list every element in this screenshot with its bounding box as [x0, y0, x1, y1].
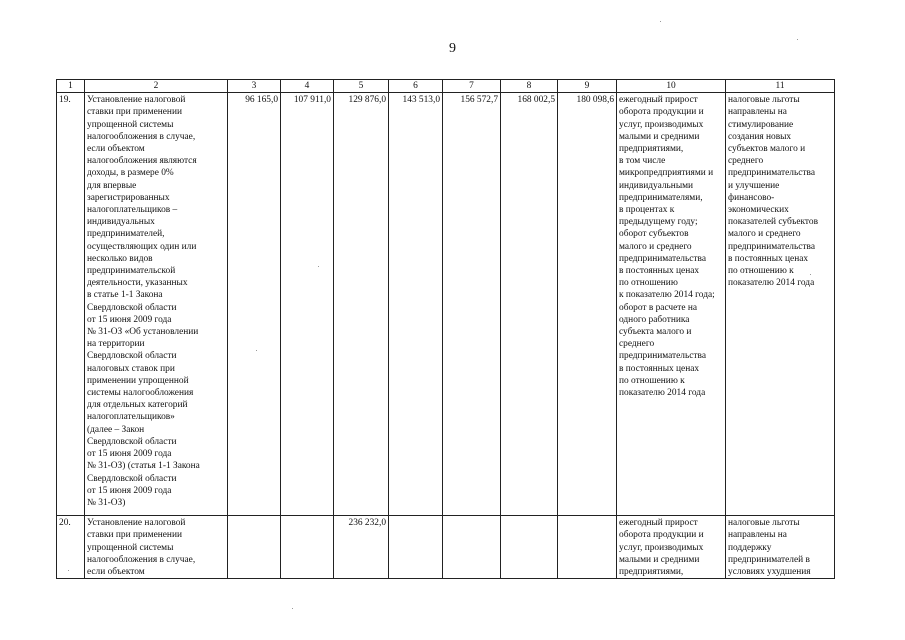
- scan-speck: [810, 274, 811, 275]
- page-number: 9: [449, 41, 456, 56]
- row-index: 19.: [57, 93, 85, 516]
- value-cell: [389, 516, 443, 579]
- effectiveness-indicator: ежегодный прирост оборота продукции и услуг, производимых малыми и средними предприятиями, в том числе микропредприятиями и индивидуальными предпринимателями, в процентах к предыдущему году; оборот субъектов малого и среднего предпринимательства в постоянных ценах по отношению к показателю 2014 года; оборот в расчете на одного работника субъекта малого и среднего предпринимательства в постоянных ценах по отношению к показателю 2014 года: [617, 93, 726, 516]
- scan-speck: [797, 39, 798, 40]
- value-cell: [558, 516, 617, 579]
- value-cell: 168 002,5: [501, 93, 558, 516]
- value-cell: 96 165,0: [228, 93, 281, 516]
- column-header: 8: [501, 80, 558, 93]
- column-header: 11: [726, 80, 835, 93]
- measure-description: Установление налоговой ставки при применении упрощенной системы налогообложения в случае, если объектом: [85, 516, 228, 579]
- column-header: 2: [85, 80, 228, 93]
- column-header: 3: [228, 80, 281, 93]
- column-header: 5: [334, 80, 389, 93]
- value-cell: [228, 516, 281, 579]
- column-header: 1: [57, 80, 85, 93]
- scan-speck: [292, 608, 293, 609]
- table-row: [57, 516, 835, 579]
- column-header: 6: [389, 80, 443, 93]
- value-cell: [501, 516, 558, 579]
- effectiveness-indicator: ежегодный прирост оборота продукции и услуг, производимых малыми и средними предприятиями,: [617, 516, 726, 579]
- row-index: 20.: [57, 516, 85, 579]
- scan-speck: [256, 350, 257, 351]
- incentive-goal: налоговые льготы направлены на стимулирование создания новых субъектов малого и среднего предпринимательства и улучшение финансово- экономических показателей субъектов малого и среднего предпринимательства в постоянных ценах по отношению к показателю 2014 года: [726, 93, 835, 516]
- value-cell: 107 911,0: [281, 93, 334, 516]
- value-cell: [443, 516, 501, 579]
- column-number-row: [57, 80, 835, 93]
- value-cell: [281, 516, 334, 579]
- incentive-goal: налоговые льготы направлены на поддержку предпринимателей в условиях ухудшения: [726, 516, 835, 579]
- column-header: 10: [617, 80, 726, 93]
- value-cell: 129 876,0: [334, 93, 389, 516]
- scan-speck: [318, 266, 319, 267]
- scan-speck: [68, 570, 69, 571]
- measure-description: Установление налоговой ставки при применении упрощенной системы налогообложения в случае, если объектом налогообложения являются доходы, в размере 0% для впервые зарегистрированных налогоплательщиков – индивидуальных предпринимателей, осуществляющих один или несколько видов предпринимательской деятельности, указанных в статье 1-1 Закона Свердловской области от 15 июня 2009 года № 31-ОЗ «Об установлении на территории Свердловской области налоговых ставок при применении упрощенной системы налогообложения для отдельных категорий налогоплательщиков» (далее – Закон Свердловской области от 15 июня 2009 года № 31-ОЗ) (статья 1-1 Закона Свердловской области от 15 июня 2009 года № 31-ОЗ): [85, 93, 228, 516]
- column-header: 9: [558, 80, 617, 93]
- value-cell: 180 098,6: [558, 93, 617, 516]
- value-cell: 236 232,0: [334, 516, 389, 579]
- column-header: 7: [443, 80, 501, 93]
- scan-speck: [660, 21, 661, 22]
- column-header: 4: [281, 80, 334, 93]
- tax-incentives-table: [56, 79, 835, 579]
- value-cell: 143 513,0: [389, 93, 443, 516]
- table-row: [57, 93, 835, 516]
- value-cell: 156 572,7: [443, 93, 501, 516]
